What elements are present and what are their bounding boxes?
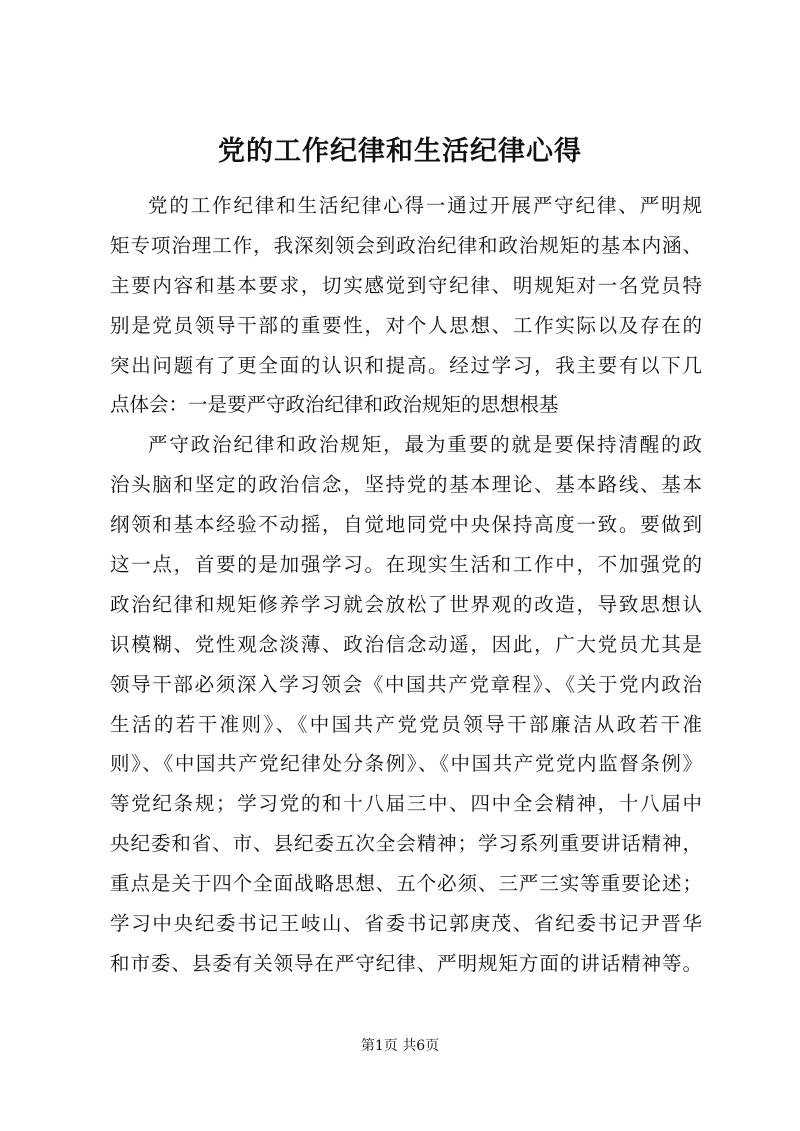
paragraph-line: 党的工作纪律和生活纪律心得一通过开展严守纪律、严明规 bbox=[148, 194, 702, 217]
paragraph-line: 点体会：一是要严守政治纪律和政治规矩的思想根基 bbox=[110, 393, 559, 417]
paragraph-line: 这一点，首要的是加强学习。在现实生活和工作中，不加强党的 bbox=[110, 553, 702, 577]
paragraph-line: 等党纪条规；学习党的和十八届三中、四中全会精神，十八届中 bbox=[110, 792, 702, 816]
paragraph-line: 生活的若干准则》、《中国共产党党员领导干部廉洁从政若干准 bbox=[110, 712, 702, 736]
paragraph-line: 严守政治纪律和政治规矩，最为重要的就是要保持清醒的政 bbox=[148, 433, 702, 457]
paragraph-line: 别是党员领导干部的重要性，对个人思想、工作实际以及存在的 bbox=[110, 313, 702, 337]
paragraph-line: 央纪委和省、市、县纪委五次全会精神；学习系列重要讲话精神， bbox=[110, 832, 702, 856]
paragraph-line: 领导干部必须深入学习领会《中国共产党章程》、《关于党内政治 bbox=[110, 672, 702, 696]
paragraph-line: 治头脑和坚定的政治信念，坚持党的基本理论、基本路线、基本 bbox=[110, 473, 702, 497]
document-title: 党的工作纪律和生活纪律心得 bbox=[218, 136, 582, 167]
paragraph-line: 主要内容和基本要求，切实感觉到守纪律、明规矩对一名党员特 bbox=[110, 273, 702, 297]
paragraph-line: 纲领和基本经验不动摇，自觉地同党中央保持高度一致。要做到 bbox=[110, 513, 702, 537]
paragraph-line: 重点是关于四个全面战略思想、五个必须、三严三实等重要论述； bbox=[110, 872, 702, 896]
paragraph-line: 突出问题有了更全面的认识和提高。经过学习，我主要有以下几 bbox=[110, 353, 702, 377]
paragraph-1 bbox=[110, 186, 702, 425]
page-footer: 第1页 共6页 bbox=[360, 1038, 440, 1054]
paragraph-line: 矩专项治理工作，我深刻领会到政治纪律和政治规矩的基本内涵、 bbox=[110, 233, 702, 257]
paragraph-line: 识模糊、党性观念淡薄、政治信念动遥，因此，广大党员尤其是 bbox=[110, 632, 702, 656]
document-body bbox=[110, 186, 702, 984]
paragraph-line: 和市委、县委有关领导在严守纪律、严明规矩方面的讲话精神等。 bbox=[110, 951, 702, 975]
paragraph-2 bbox=[110, 425, 702, 983]
paragraph-line: 则》、《中国共产党纪律处分条例》、《中国共产党党内监督条例》 bbox=[110, 752, 702, 776]
paragraph-line: 政治纪律和规矩修养学习就会放松了世界观的改造，导致思想认 bbox=[110, 592, 702, 616]
paragraph-line: 学习中央纪委书记王岐山、省委书记郭庚茂、省纪委书记尹晋华 bbox=[110, 912, 702, 936]
